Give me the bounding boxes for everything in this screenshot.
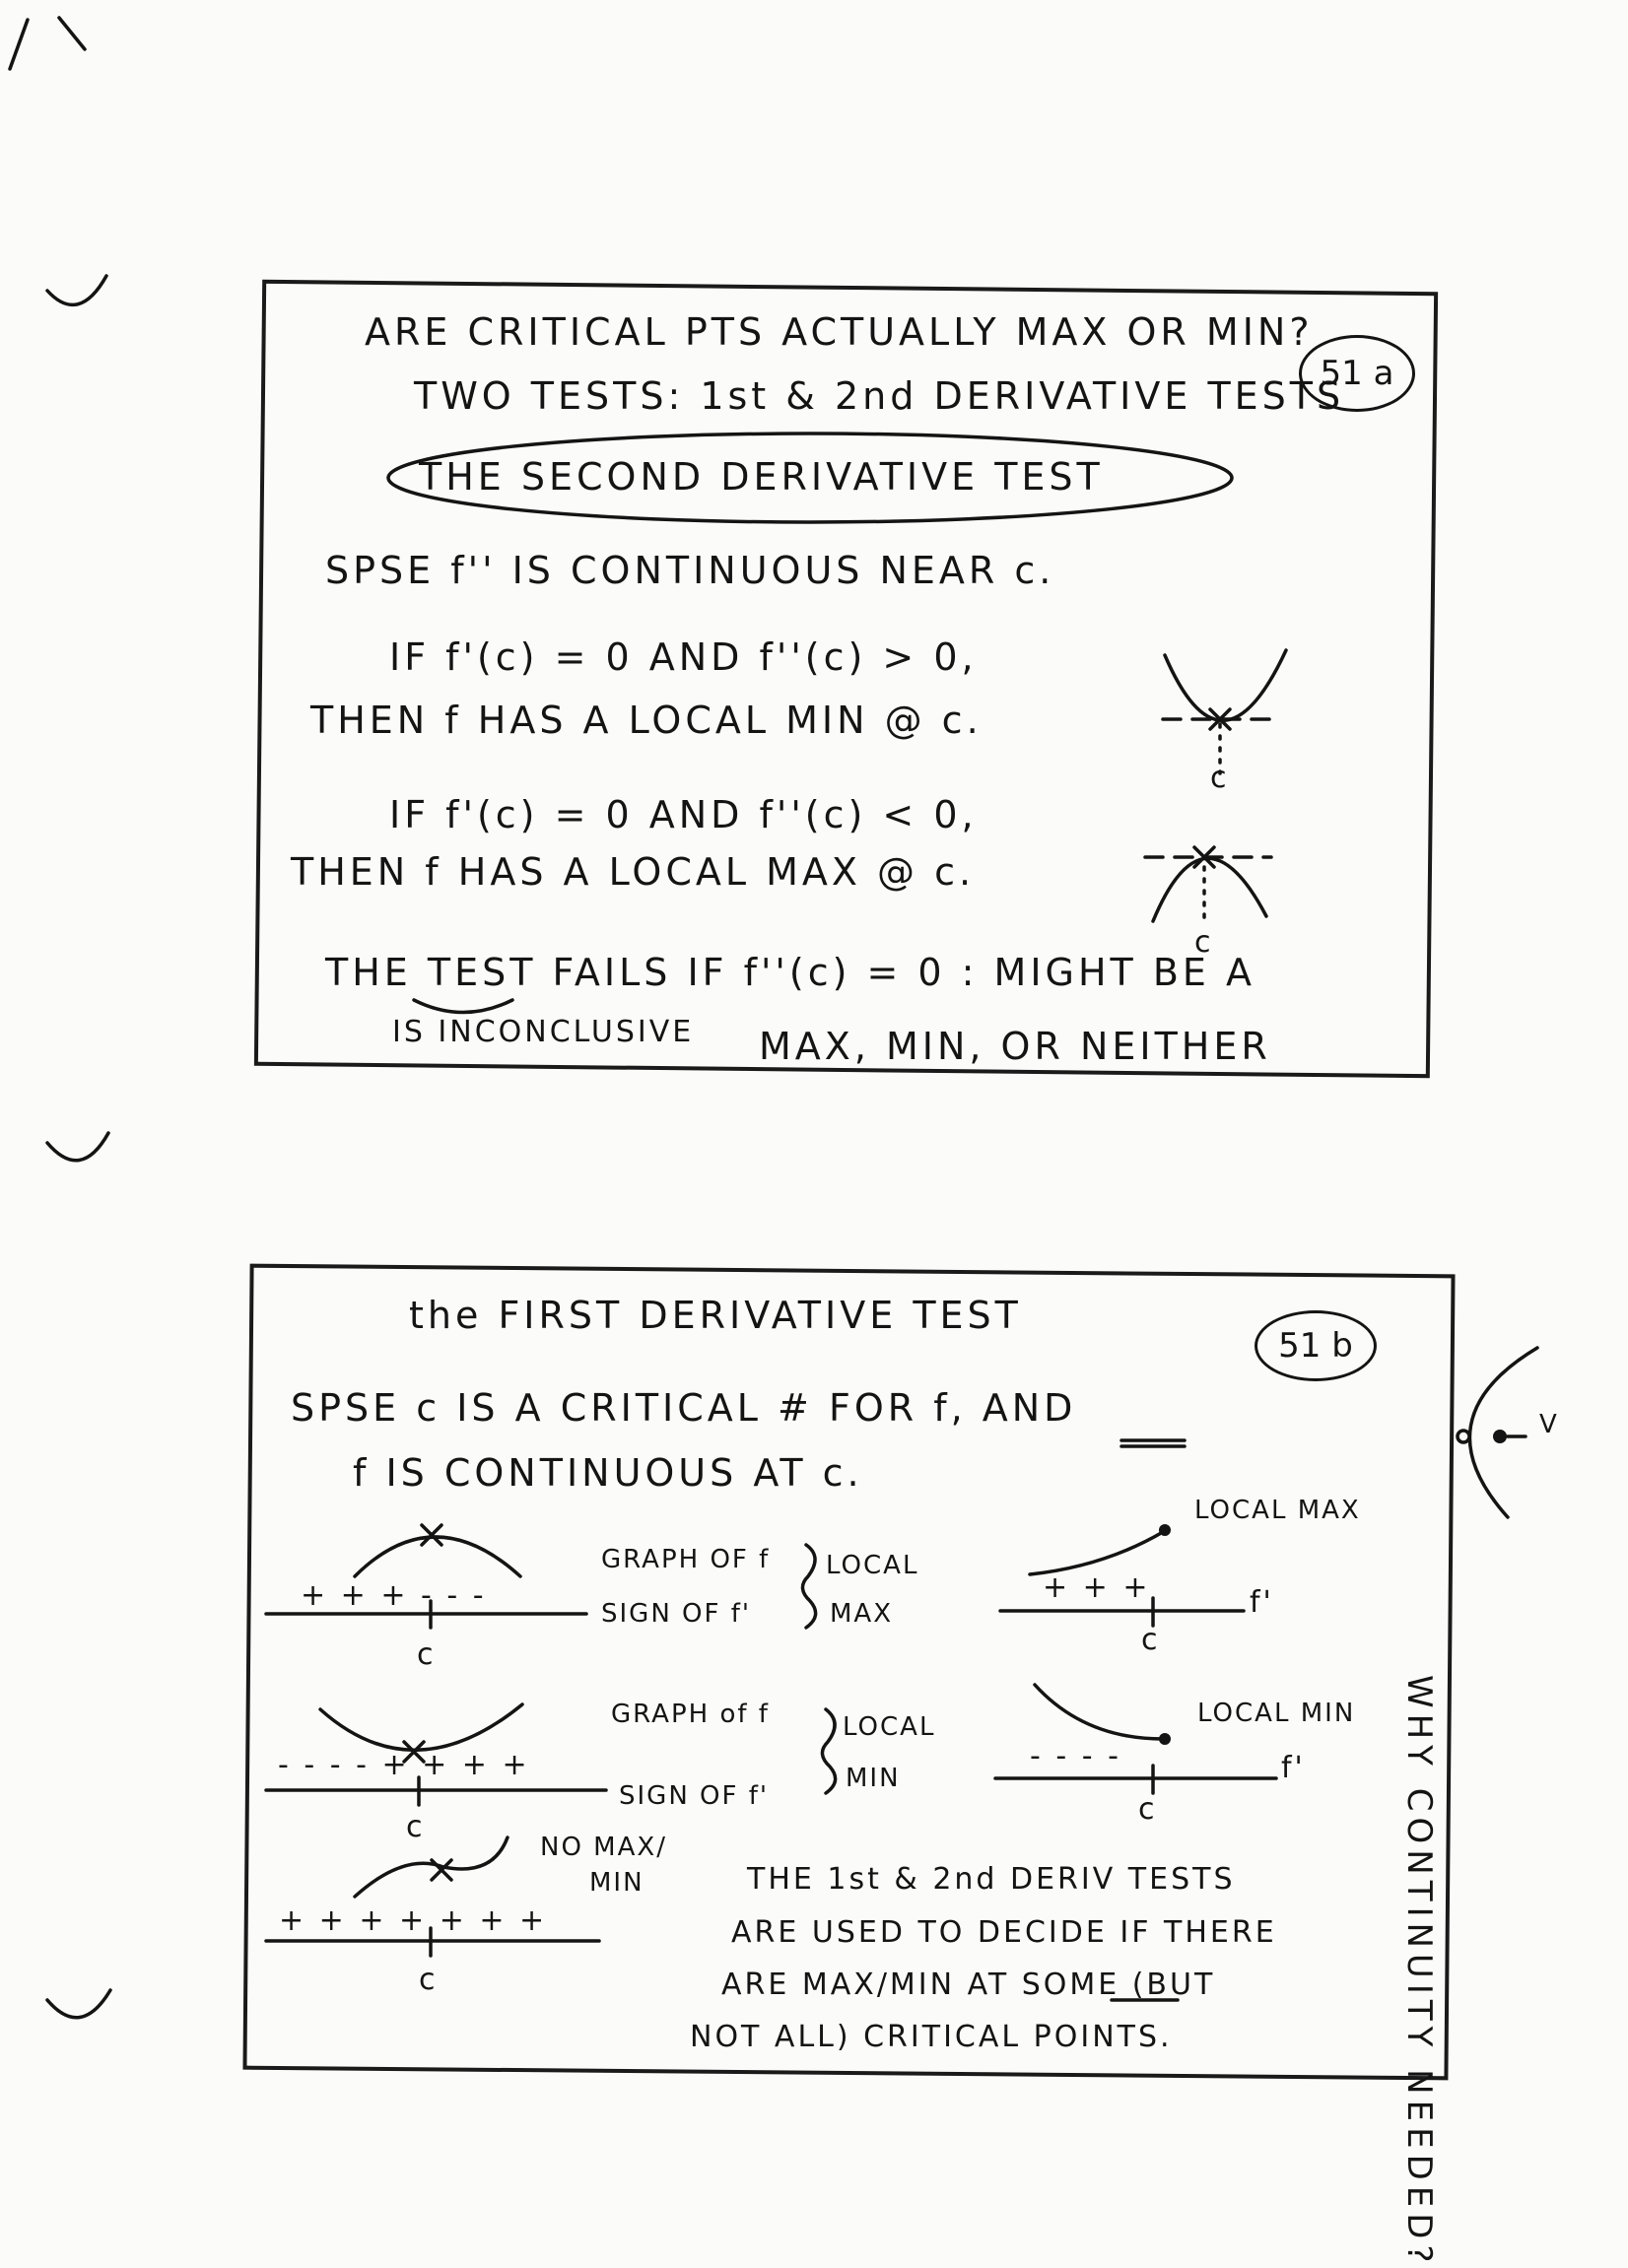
card-a-max-then: THEN f HAS A LOCAL MAX @ c.: [291, 850, 976, 894]
card-b-min-c: c: [406, 1810, 426, 1844]
card-b-end-max-c: c: [1141, 1623, 1161, 1657]
card-a-line1: ARE CRITICAL PTS ACTUALLY MAX OR MIN?: [365, 310, 1314, 354]
card-b-end-min-label: LOCAL MIN: [1197, 1699, 1356, 1728]
card-a-hypothesis: SPSE f'' IS CONTINUOUS NEAR c.: [325, 549, 1055, 592]
none-x: [432, 1860, 451, 1880]
card-b-min-sign-label: SIGN OF f': [619, 1781, 770, 1811]
min-arc-x: [404, 1742, 424, 1762]
card-a-min-if: IF f'(c) = 0 AND f''(c) > 0,: [389, 635, 978, 679]
margin-open-dot: [1458, 1431, 1469, 1442]
card-a-tag: 51 a: [1299, 335, 1415, 412]
end-max-curve: [1030, 1532, 1163, 1574]
corner-marks: [10, 18, 85, 69]
card-b-none-c: c: [419, 1963, 439, 1997]
card-a-sketch-max-c: c: [1194, 925, 1214, 960]
card-a-outcomes: MAX, MIN, OR NEITHER: [759, 1025, 1271, 1068]
margin-side-note: WHY CONTINUITY NEEDED?: [1399, 1675, 1439, 2268]
card-b-note3: ARE MAX/MIN AT SOME (BUT: [721, 1968, 1216, 2002]
min-parabola: [1165, 650, 1286, 720]
max-brace: [802, 1545, 815, 1628]
card-b-tag: 51 b: [1255, 1310, 1377, 1381]
card-b-hyp1: SPSE c IS A CRITICAL # FOR f, AND: [291, 1386, 1077, 1430]
card-b-note1: THE 1st & 2nd DERIV TESTS: [747, 1862, 1236, 1897]
card-b-note2: ARE USED TO DECIDE IF THERE: [731, 1915, 1277, 1950]
card-b-end-max-fprime: f': [1250, 1585, 1274, 1620]
end-max-dot: [1159, 1524, 1171, 1536]
card-b-end-min-c: c: [1138, 1792, 1158, 1827]
end-min-dot: [1159, 1733, 1171, 1745]
card-a-sketch-min-c: c: [1210, 761, 1230, 795]
card-a-inconclusive: IS INCONCLUSIVE: [392, 1015, 695, 1049]
card-b-max-sign-label: SIGN OF f': [601, 1599, 752, 1629]
card-b-min-result-1: LOCAL: [843, 1712, 936, 1742]
test-underline: [414, 1000, 512, 1013]
card-b-max-c: c: [417, 1637, 437, 1672]
card-b-end-max-label: LOCAL MAX: [1194, 1496, 1361, 1525]
card-b-max-graph-label: GRAPH OF f: [601, 1545, 771, 1574]
card-b-max-sign: + + + - - -: [301, 1578, 487, 1613]
card-a-line2: TWO TESTS: 1st & 2nd DERIVATIVE TESTS: [414, 374, 1345, 418]
card-b-max-result-2: MAX: [830, 1599, 894, 1629]
card-b-heading: the FIRST DERIVATIVE TEST: [409, 1294, 1022, 1337]
card-b-min-sign: - - - - + + + +: [278, 1748, 530, 1782]
card-b-none-label-2: MIN: [589, 1868, 644, 1898]
heading-ellipse: [388, 434, 1232, 522]
hole-punch-mark-3: [47, 1990, 110, 2018]
card-b-max-result-1: LOCAL: [826, 1551, 919, 1580]
card-b-hyp2: f IS CONTINUOUS AT c.: [353, 1451, 863, 1495]
card-b-end-max-sign: + + +: [1043, 1570, 1151, 1605]
min-brace: [822, 1709, 835, 1793]
card-a-heading: THE SECOND DERIVATIVE TEST: [419, 455, 1104, 499]
card-b-none-sign: + + + + + + +: [279, 1903, 548, 1938]
max-parabola: [1153, 858, 1266, 921]
none-curve: [355, 1837, 508, 1897]
card-a-max-if: IF f'(c) = 0 AND f''(c) < 0,: [389, 793, 978, 836]
card-b-end-min-fprime: f': [1281, 1751, 1306, 1785]
hole-punch-mark-1: [47, 276, 106, 304]
margin-side-v: V: [1539, 1410, 1559, 1439]
max-arc-x: [422, 1525, 441, 1545]
card-a-min-then: THEN f HAS A LOCAL MIN @ c.: [310, 699, 983, 742]
card-b-min-graph-label: GRAPH of f: [611, 1700, 770, 1729]
card-b-end-min-sign: - - - -: [1030, 1739, 1121, 1773]
card-b-note4: NOT ALL) CRITICAL POINTS.: [690, 2020, 1173, 2054]
hole-punch-mark-2: [47, 1133, 108, 1161]
card-b-none-label-1: NO MAX/: [540, 1833, 667, 1862]
end-min-curve: [1035, 1685, 1163, 1739]
card-b-min-result-2: MIN: [846, 1764, 901, 1793]
margin-filled-dot: [1493, 1430, 1507, 1443]
card-a-fails-line: THE TEST FAILS IF f''(c) = 0 : MIGHT BE A: [325, 951, 1256, 994]
